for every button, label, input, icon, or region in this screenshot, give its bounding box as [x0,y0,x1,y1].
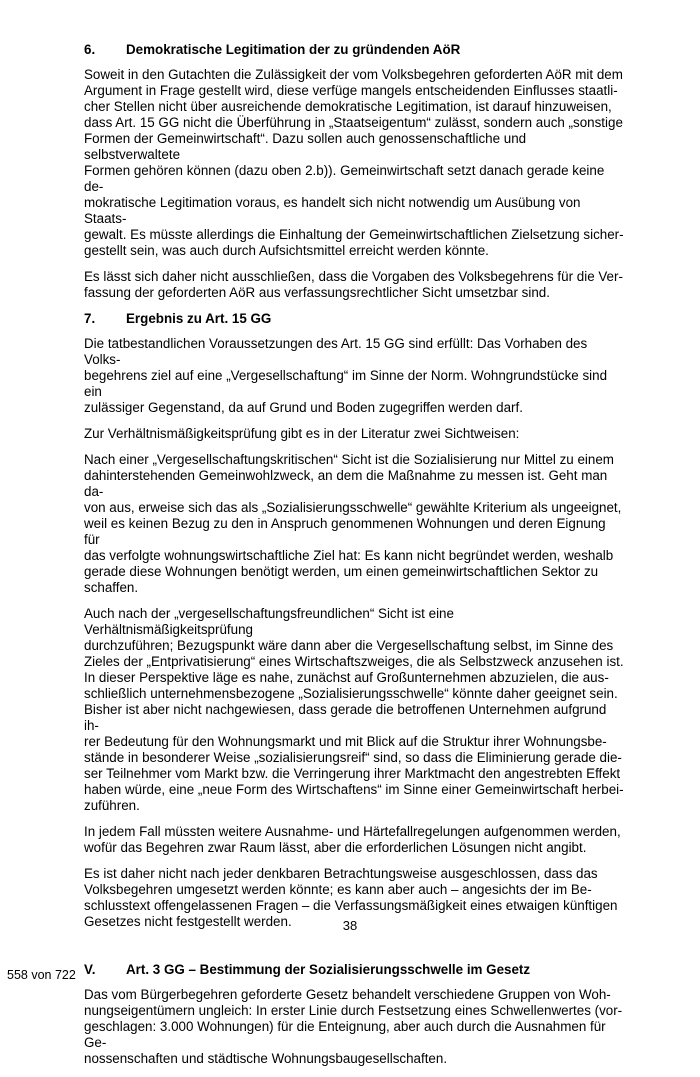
section-heading-6 [84,42,624,58]
section-title: Demokratische Legitimation der zu gründenden AöR [126,42,461,57]
section-number: 7. [84,311,96,326]
section-title: Ergebnis zu Art. 15 GG [126,311,272,326]
page-number: 38 [342,918,358,933]
section-number: V. [84,962,96,977]
page-counter: 558 von 722 [7,968,76,982]
paragraph: Auch nach der „vergesellschaftungsfreundlichen“ Sicht ist eine Verhältnismäßigkeitsprüfung durchzuführen; Bezugspunkt wäre dann aber die Vergesellschaftung selbst, im Sinne des Zieles der „Entprivatisierung“ eines Wirtschaftszweiges, die als Selbstzweck anzusehen ist. In dieser Perspektive läge es nahe, zunächst auf Großunternehmen abzuzielen, die aus- schließlich unternehmensbezogene „Sozialisierungsschwelle“ könnte daher geeignet sein. Bisher ist aber nicht nachgewiesen, dass gerade die betroffenen Unternehmen aufgrund ih- rer Bedeutung für den Wohnungsmarkt und mit Blick auf die Struktur ihrer Wohnungsbe- stände in besonderer Weise „sozialisierungsreif“ sind, so dass die Eliminierung gerade die- ser Teilnehmer vom Markt bzw. die Verringerung ihrer Marktmacht den angestrebten Effekt haben würde, eine „neue Form des Wirtschaftens“ im Sinne einer Gemeinwirtschaft herbei- zuführen. [84,606,624,813]
section-number: 6. [84,42,96,57]
paragraph: Es lässt sich daher nicht ausschließen, dass die Vorgaben des Volksbegehrens für die Ver- fassung der geforderten AöR aus verfassungsrechtlicher Sicht umsetzbar sind. [84,269,623,300]
section-spacer [84,940,624,962]
section-heading-v [84,962,624,978]
paragraph: In jedem Fall müssten weitere Ausnahme- und Härtefallregelungen aufgenommen werden, wofür das Begehren zwar Raum lässt, aber die erforderlichen Lösungen nicht angibt. [84,824,621,855]
paragraph: Nach einer „Vergesellschaftungskritischen“ Sicht ist die Sozialisierung nur Mittel zu einem dahinterstehenden Gemeinwohlzweck, an dem die Maßnahme zu messen ist. Geht man da- von aus, erweise sich das als „Sozialisierungsschwelle“ gewählte Kriterium als ungeeignet, weil es keinen Bezug zu den in Anspruch genommenen Wohnungen und deren Eignung für das verfolgte wohnungswirtschaftliche Ziel hat: Es kann nicht begründet werden, weshalb gerade diese Wohnungen benötigt werden, um einen gemeinwirtschaftlichen Sektor zu schaffen. [84,452,622,595]
paragraph: Das vom Bürgerbegehren geforderte Gesetz behandelt verschiedene Gruppen von Woh- nungseigentümern ungleich: In erster Linie durch Festsetzung eines Schwellenwertes (vor- geschlagen: 3.000 Wohnungen) für die Enteignung, aber auch durch die Ausnahmen für Ge- nossenschaften und städtische Wohnungsbaugesellschaften. [84,987,623,1066]
paragraph: Soweit in den Gutachten die Zulässigkeit der vom Volksbegehren geforderten AöR mit dem Argument in Frage gestellt wird, diese verfüge mangels entscheidenden Einflusses staatli- cher Stellen nicht über ausreichende demokratische Legitimation, ist darauf hinzuweisen, dass Art. 15 GG nicht die Überführung in „Staatseigentum“ zulässt, sondern auch „sonstige Formen der Gemeinwirtschaft“. Dazu sollen auch genossenschaftliche und selbstverwaltete Formen gehören können (dazu oben 2.b)). Gemeinwirtschaft setzt danach gerade keine de- mokratische Legitimation voraus, es handelt sich nicht notwendig um Ausübung von Staats- gewalt. Es müsste allerdings die Einhaltung der Gemeinwirtschaftlichen Zielsetzung sicher- gestellt sein, was auch durch Aufsichtsmittel erreicht werden könnte. [84,67,624,258]
paragraph: Zur Verhältnismäßigkeitsprüfung gibt es in der Literatur zwei Sichtweisen: [84,426,520,441]
paragraph: Es ist daher nicht nach jeder denkbaren Betrachtungsweise ausgeschlossen, dass das Volksbegehren umgesetzt werden könnte; es kann aber auch – angesichts der im Be- schlusstext offengelassenen Fragen – die Verfassungsmäßigkeit eines etwaigen künftigen Gesetzes nicht festgestellt werden. [84,866,618,929]
section-title: Art. 3 GG – Bestimmung der Sozialisierungsschwelle im Gesetz [126,962,531,977]
section-heading-7 [84,311,624,327]
paragraph: Die tatbestandlichen Voraussetzungen des Art. 15 GG sind erfüllt: Das Vorhaben des Volks- begehrens ziel auf eine „Vergesellschaftung“ im Sinne der Norm. Wohngrundstücke sind ein zulässiger Gegenstand, da auf Grund und Boden zugegriffen werden darf. [84,336,608,415]
